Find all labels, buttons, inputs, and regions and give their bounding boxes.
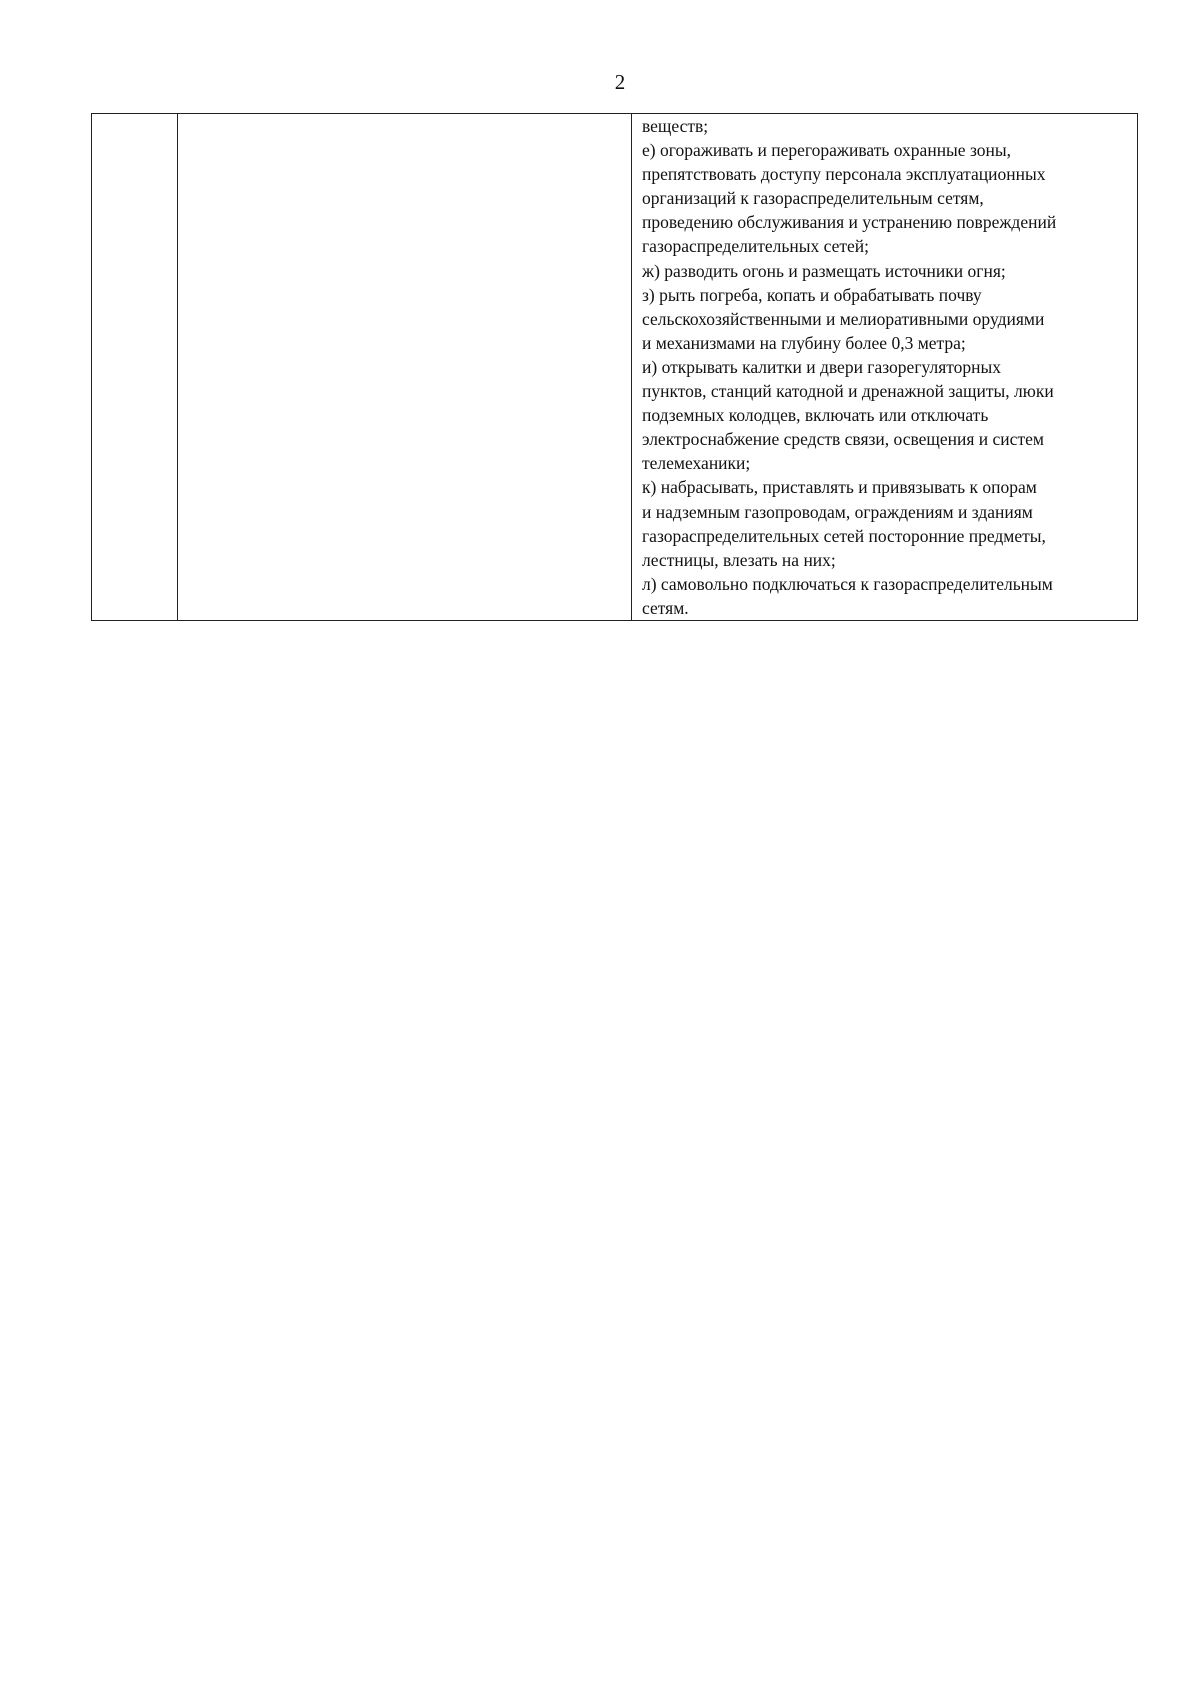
restrictions-text [632,114,1137,620]
text-line: организаций к газораспределительным сетям, [642,188,984,209]
text-line: лестницы, влезать на них; [642,549,836,570]
table-cell-text [632,114,1138,621]
text-line: газораспределительных сетей посторонние предметы, [642,525,1046,546]
text-line: электроснабжение средств связи, освещения и систем [642,429,1044,450]
text-line: ж) разводить огонь и размещать источники огня; [642,260,1006,281]
text-line: и надземным газопроводам, ограждениям и зданиям [642,501,1033,522]
document-table [91,113,1138,621]
text-line: подземных колодцев, включать или отключать [642,405,989,426]
page-number: 2 [614,70,626,94]
text-line: веществ; [642,116,709,136]
text-line: л) самовольно подключаться к газораспределительным [642,573,1053,594]
text-line: к) набрасывать, приставлять и привязывать к опорам [642,477,1037,498]
text-line: и механизмами на глубину более 0,3 метра; [642,332,966,353]
text-line: газораспределительных сетей; [642,236,869,257]
table-row [92,114,1138,621]
text-line: сельскохозяйственными и мелиоративными орудиями [642,308,1045,329]
text-line: з) рыть погреба, копать и обрабатывать почву [642,284,982,305]
text-line: пунктов, станций катодной и дренажной защиты, люки [642,381,1054,402]
table-cell-name [178,114,632,621]
table-cell-number [92,114,178,621]
text-line: и) открывать калитки и двери газорегуляторных [642,356,1002,377]
text-line: препятствовать доступу персонала эксплуатационных [642,164,1046,185]
text-line: е) огораживать и перегораживать охранные зоны, [642,140,1012,161]
text-line: сетям. [642,597,689,618]
text-line: телемеханики; [642,453,751,474]
text-line: проведению обслуживания и устранению повреждений [642,212,1057,233]
